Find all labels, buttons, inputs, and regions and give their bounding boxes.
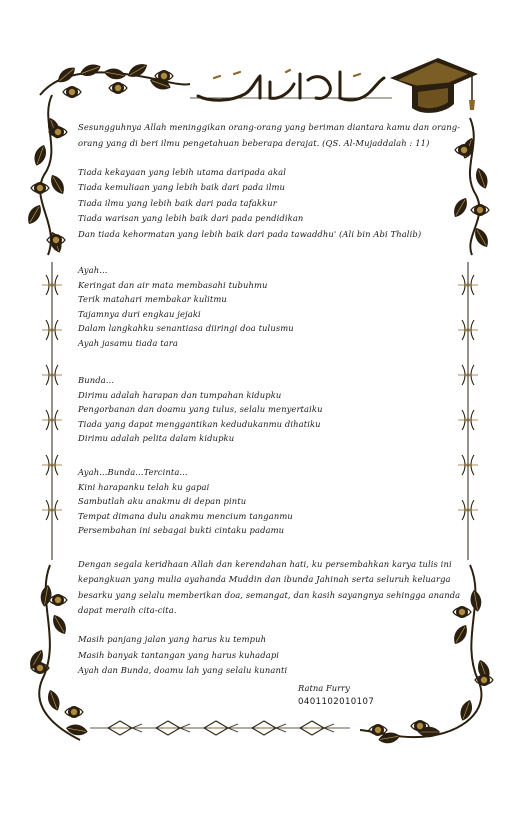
dedication-line: kepangkuan yang mulia ayahanda Muddin dan ibunda Jahinah serta seluruh keluarga [78, 574, 451, 585]
dedication-line: dapat meraih cita-cita. [78, 604, 177, 615]
student-id: 0401102010107 [298, 697, 375, 707]
dedication-line: Dengan segala keridhaan Allah dan kerendahan hati, ku persembahkan karya tulis ini [78, 559, 452, 569]
graduation-cap-icon [388, 52, 480, 122]
quote-line: Dan tiada kehormatan yang lebih baik dari pada tawaddhu' (Ali bin Abi Thalib) [78, 228, 422, 239]
author-name: Ratna Furry [298, 683, 350, 693]
closing-line: Ayah dan Bunda, doamu lah yang selalu kunanti [78, 665, 288, 676]
bunda-line: Dirimu adalah pelita dalam kidupku [78, 433, 235, 444]
together-line: Ayah...Bunda...Tercinta... [78, 467, 188, 477]
bunda-line: Dirimu adalah harapan dan tumpahan kidupku [78, 389, 282, 400]
dedication-paragraph [78, 557, 462, 618]
ayah-line: Dalam langkahku senantiasa diiringi doa tulusmu [78, 323, 294, 334]
ayah-stanza [78, 263, 462, 351]
intro-line: orang yang di beri ilmu pengetahuan beberapa derajat. (QS. Al-Mujaddalah : 11) [78, 137, 430, 148]
quote-stanza [78, 165, 462, 242]
quote-line: Tiada warisan yang lebih baik dari pada pendidikan [78, 213, 304, 224]
together-line: Persembahan ini sebagai bukti cintaku padamu [78, 525, 285, 536]
together-line: Kini harapanku telah ku gapai [78, 481, 210, 492]
signature-block [298, 681, 374, 709]
ayah-line: Ayah... [78, 265, 108, 275]
basmala-calligraphy [190, 62, 390, 110]
intro-verse [78, 120, 462, 151]
together-line: Tempat dimana dulu anakmu mencium tanganmu [78, 510, 293, 521]
quote-line: Tiada kekayaan yang lebih utama daripada akal [78, 167, 287, 177]
bunda-line: Pengorbanan dan doamu yang tulus, selalu menyertaiku [78, 404, 323, 415]
closing-line: Masih banyak tantangan yang harus kuhadapi [78, 649, 280, 660]
ayah-line: Tajamnya duri engkau jejaki [78, 308, 201, 319]
quote-line: Tiada ilmu yang lebih baik dari pada tafakkur [78, 197, 277, 208]
dedication-line: besarku yang selalu memberikan doa, semangat, dan kasih sayangnya sehingga ananda [78, 589, 461, 600]
ayah-line: Keringat dan air mata membasahi tubuhmu [78, 279, 268, 290]
quote-line: Tiada kemuliaan yang lebih baik dari pada ilmu [78, 182, 286, 193]
together-line: Sambutlah aku anakmu di depan pintu [78, 496, 247, 507]
together-stanza [78, 465, 462, 538]
bunda-line: Tiada yang dapat menggantikan kedudukanmu dihatiku [78, 418, 321, 429]
ayah-line: Terik matahari membakar kulitmu [78, 294, 227, 305]
intro-line: Sesungguhnya Allah meninggikan orang-orang yang beriman diantara kamu dan orang- [78, 122, 461, 132]
bunda-stanza [78, 373, 462, 446]
bunda-line: Bunda... [78, 375, 115, 385]
closing-stanza [78, 632, 462, 679]
ayah-line: Ayah jasamu tiada tara [78, 337, 178, 348]
closing-line: Masih panjang jalan yang harus ku tempuh [78, 634, 267, 644]
